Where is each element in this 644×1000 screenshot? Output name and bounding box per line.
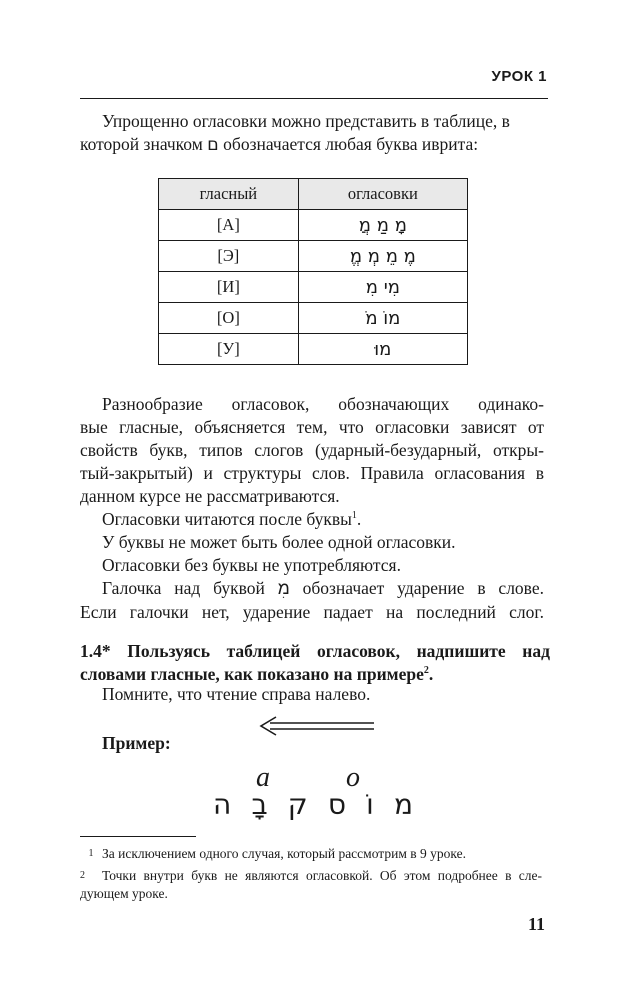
footnote-ref-2: 2: [423, 665, 429, 677]
intro-line-1: Упрощенно огласовки можно представить в таблице, в: [102, 111, 510, 131]
variety-paragraph: [80, 393, 544, 508]
footnote-2-number: 2: [80, 870, 85, 881]
table-row: [159, 334, 468, 365]
rule-read-after-text: Огласовки читаются после буквы: [102, 509, 352, 529]
hebrew-letter: בָ: [251, 788, 268, 821]
stress-text-after: обозначает ударение в слове.: [289, 578, 544, 598]
variety-line-5: данном курсе не рассматриваются.: [80, 486, 340, 506]
vowel-cell: [Э]: [159, 241, 299, 272]
vowel-cell: [И]: [159, 272, 299, 303]
marks-cell: מוֹ מֹ: [298, 303, 467, 334]
stress-text-before: Галочка над буквой: [102, 578, 278, 598]
vowel-table: [158, 178, 468, 365]
rules-block: [80, 508, 544, 624]
rule-read-after: Огласовки читаются после буквы$^1$.: [102, 509, 362, 529]
reading-direction-note: Помните, что чтение справа налево.: [102, 684, 371, 704]
footnote-ref-1: 1: [351, 510, 357, 522]
intro-line-2: [80, 133, 544, 157]
table-header-row: [159, 179, 468, 210]
table-row: [159, 272, 468, 303]
vowel-cell: [А]: [159, 210, 299, 241]
header-rule: [80, 98, 548, 99]
variety-line-2: вые гласные, объясняется тем, что огласовки зависят от: [80, 417, 544, 437]
left-arrow-icon: [258, 713, 376, 739]
footnote-1-number: 1: [88, 848, 94, 859]
example-vowel-a: a: [256, 762, 270, 793]
hebrew-letter: מ: [393, 788, 413, 821]
example-label: Пример:: [102, 733, 171, 753]
variety-line-3: свойств букв, типов слогов (ударный-безударный, откры-: [80, 440, 544, 460]
table-row: [159, 210, 468, 241]
rule-not-without: Огласовки без буквы не употребляются.: [102, 555, 401, 575]
rule-one-only: У буквы не может быть более одной огласовки.: [102, 532, 456, 552]
table-row: [159, 303, 468, 334]
example-vowel-o: o: [346, 762, 360, 793]
footnote-2-text: Точки внутри букв не являются огласовкой. Об этом подробнее в сле-: [102, 868, 542, 883]
footnote-2-line-1: [80, 867, 542, 885]
stress-letter: מׅ: [277, 579, 290, 599]
footnote-2: [80, 867, 542, 903]
exercise-line-1: 1.4* Пользуясь таблицей огласовок, надпишите над: [80, 641, 550, 661]
variety-line-4: тый-закрытый) и структуры слов. Правила огласования в: [80, 463, 544, 483]
intro-text-after: обозначается любая буква иврита:: [218, 134, 479, 154]
header-vowel: гласный: [159, 179, 299, 210]
footnote-1-text: За исключением одного случая, который рассмотрим в 9 уроке.: [102, 846, 466, 861]
intro-text-before: которой значком: [80, 134, 208, 154]
vowel-cell: [О]: [159, 303, 299, 334]
marks-cell: מָ מַ מֲ: [298, 210, 467, 241]
placeholder-letter: ם: [207, 135, 219, 155]
vowel-cell: [У]: [159, 334, 299, 365]
example-hebrew-word: [213, 788, 413, 821]
variety-line-1: Разнообразие огласовок, обозначающих одинако-: [102, 394, 544, 414]
hebrew-letter: וֹ: [366, 788, 374, 821]
lesson-header: УРОК 1: [491, 68, 547, 85]
hebrew-letter: ק: [287, 788, 308, 821]
exercise-line-2-text: словами гласные, как показано на примере: [80, 664, 424, 684]
footnote-1: [80, 845, 542, 863]
marks-cell: מוּ: [298, 334, 467, 365]
footnote-rule: [80, 836, 196, 837]
exercise-heading: [80, 640, 550, 686]
rule-stress-line-1: [80, 577, 544, 601]
rule-stress-line-2: Если галочки нет, ударение падает на последний слог.: [80, 602, 544, 622]
marks-cell: מֶ מֵ מְ מֱ: [298, 241, 467, 272]
header-marks: огласовки: [298, 179, 467, 210]
intro-paragraph: [80, 110, 544, 157]
footnote-2-line-2: дующем уроке.: [80, 886, 168, 901]
hebrew-letter: ס: [327, 788, 346, 821]
exercise-line-2-end: .: [428, 664, 434, 684]
marks-cell: מִי מִ: [298, 272, 467, 303]
page-number: 11: [527, 914, 545, 934]
hebrew-letter: ה: [213, 788, 232, 821]
table-row: [159, 241, 468, 272]
